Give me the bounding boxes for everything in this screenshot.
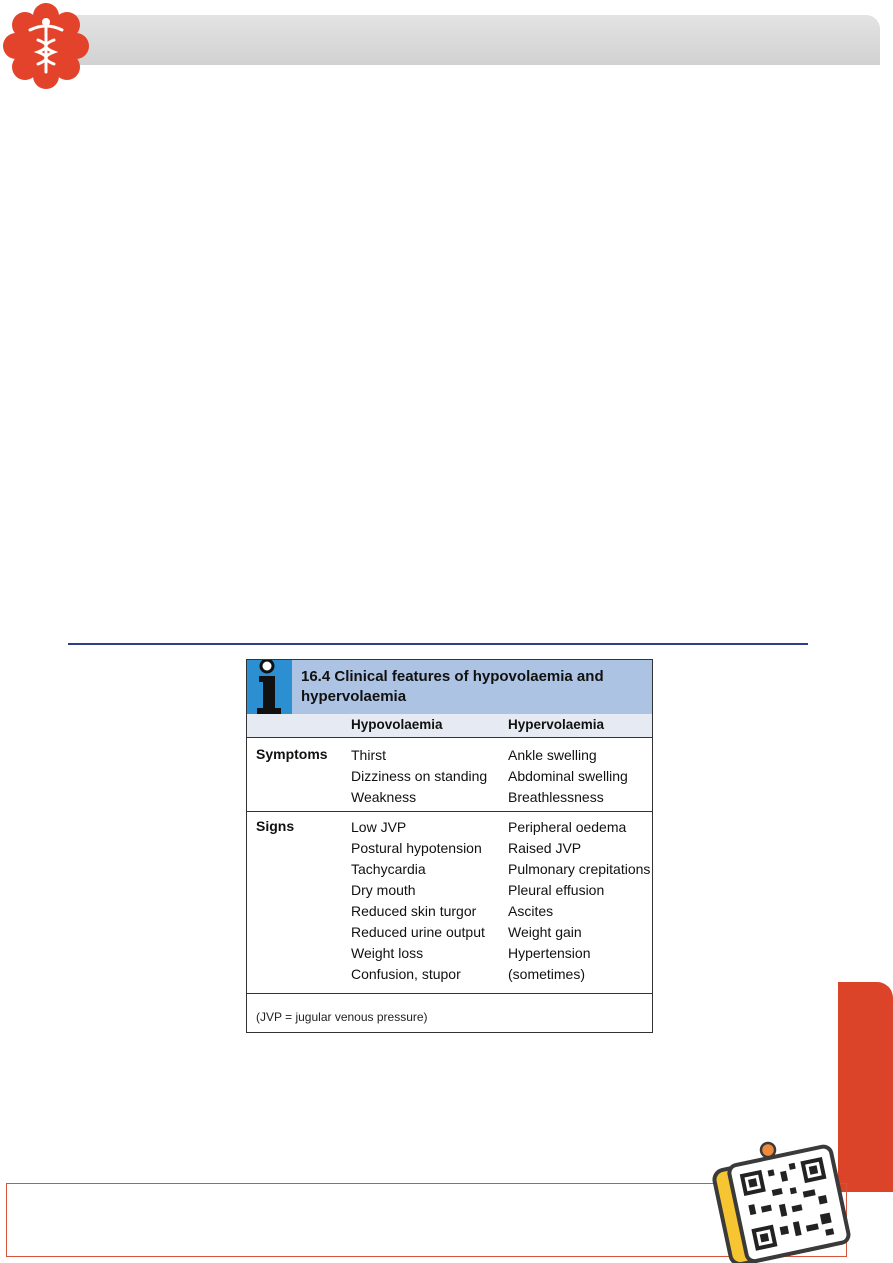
table-title: 16.4 Clinical features of hypovolaemia and hypervolaemia bbox=[301, 668, 604, 705]
list-item: Weight loss bbox=[351, 945, 424, 961]
row-label-signs: Signs bbox=[256, 818, 295, 834]
list-item: Low JVP bbox=[351, 819, 407, 835]
row-divider bbox=[247, 811, 652, 812]
list-item: Ankle swelling bbox=[508, 747, 597, 763]
column-header-row bbox=[247, 714, 652, 738]
list-item: Weakness bbox=[351, 789, 417, 805]
header-bar bbox=[40, 15, 880, 65]
list-item: Peripheral oedema bbox=[508, 819, 627, 835]
list-item: Confusion, stupor bbox=[351, 966, 461, 982]
list-item: Breathlessness bbox=[508, 789, 604, 805]
list-item: Abdominal swelling bbox=[508, 768, 628, 784]
column-header-hypovolaemia: Hypovolaemia bbox=[351, 717, 443, 732]
list-item: Dry mouth bbox=[351, 882, 416, 898]
list-item: Hypertension bbox=[508, 945, 591, 961]
list-item: Dizziness on standing bbox=[351, 768, 488, 784]
list-item: Tachycardia bbox=[351, 861, 426, 877]
symptoms-hypovolaemia-list bbox=[351, 745, 487, 808]
caduceus-logo-icon bbox=[0, 0, 92, 92]
list-item: Thirst bbox=[351, 747, 386, 763]
signs-hypovolaemia-list bbox=[351, 817, 485, 985]
list-item: Ascites bbox=[508, 903, 554, 919]
column-header-hypervolaemia: Hypervolaemia bbox=[508, 717, 605, 732]
signs-hypervolaemia-list bbox=[508, 817, 650, 985]
section-separator bbox=[68, 643, 808, 645]
row-label-symptoms: Symptoms bbox=[256, 746, 328, 762]
list-item: Raised JVP bbox=[508, 840, 582, 856]
list-item: Pleural effusion bbox=[508, 882, 605, 898]
list-item: Postural hypotension bbox=[351, 840, 482, 856]
list-item: Pulmonary crepitations bbox=[508, 861, 651, 877]
list-item: (sometimes) bbox=[508, 966, 586, 982]
row-divider bbox=[247, 993, 652, 994]
list-item: Weight gain bbox=[508, 924, 582, 940]
list-item: Reduced skin turgor bbox=[351, 903, 477, 919]
list-item: Reduced urine output bbox=[351, 924, 485, 940]
qr-code-icon[interactable] bbox=[708, 1138, 858, 1263]
symptoms-hypervolaemia-list bbox=[508, 745, 628, 808]
info-icon bbox=[249, 660, 289, 716]
clinical-features-table bbox=[246, 659, 653, 1033]
table-footnote: (JVP = jugular venous pressure) bbox=[256, 1010, 428, 1024]
